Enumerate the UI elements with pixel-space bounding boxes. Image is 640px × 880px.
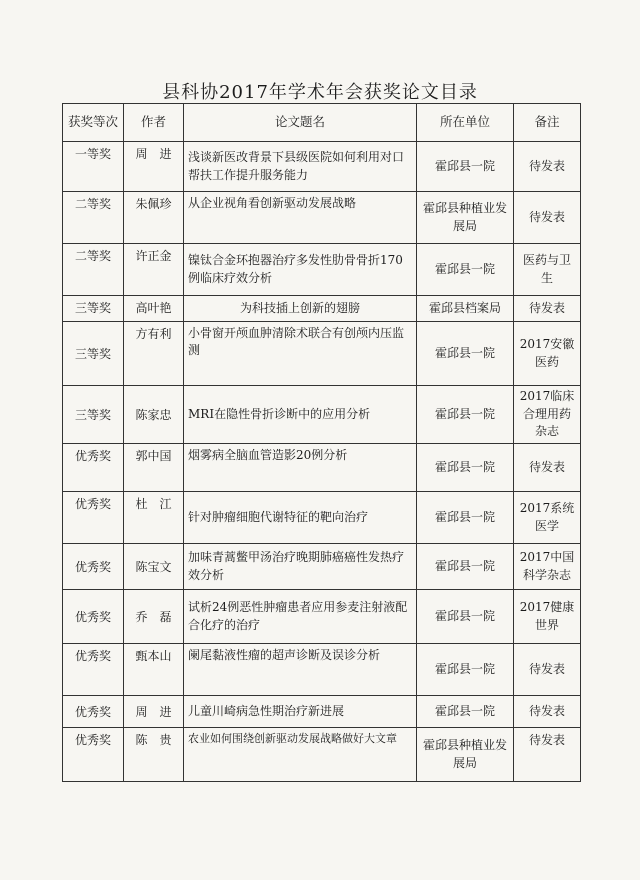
author-cell: 高叶艳 — [124, 296, 184, 322]
author-cell: 陈宝文 — [124, 544, 184, 590]
note-cell: 待发表 — [514, 644, 581, 696]
title-cell: 儿童川崎病急性期治疗新进展 — [184, 696, 417, 728]
level-cell: 优秀奖 — [63, 544, 124, 590]
note-cell: 待发表 — [514, 444, 581, 492]
page-title: 县科协2017年学术年会获奖论文目录 — [162, 82, 478, 103]
unit-cell: 霍邱县一院 — [417, 644, 514, 696]
header-unit: 所在单位 — [417, 104, 514, 142]
level-cell: 二等奖 — [63, 244, 124, 296]
table-row — [63, 696, 581, 728]
header-title: 论文题名 — [184, 104, 417, 142]
title-cell: 小骨窗开颅血肿清除术联合有创颅内压监测 — [184, 322, 417, 386]
unit-cell: 霍邱县种植业发展局 — [417, 728, 514, 782]
note-cell: 2017中国科学杂志 — [514, 544, 581, 590]
note-cell: 2017临床合理用药杂志 — [514, 386, 581, 444]
unit-cell: 霍邱县种植业发展局 — [417, 192, 514, 244]
unit-cell: 霍邱县一院 — [417, 444, 514, 492]
note-cell: 待发表 — [514, 142, 581, 192]
table-row — [63, 590, 581, 644]
author-cell: 甄本山 — [124, 644, 184, 696]
title-cell: 阑尾黏液性瘤的超声诊断及误诊分析 — [184, 644, 417, 696]
author-cell: 乔 磊 — [124, 590, 184, 644]
header-level: 获奖等次 — [63, 104, 124, 142]
title-cell: 浅谈新医改背景下县级医院如何利用对口帮扶工作提升服务能力 — [184, 142, 417, 192]
note-cell: 待发表 — [514, 728, 581, 782]
title-cell: 从企业视角看创新驱动发展战略 — [184, 192, 417, 244]
table-row — [63, 244, 581, 296]
title-cell: 加味青蒿鳖甲汤治疗晚期肺癌癌性发热疗效分析 — [184, 544, 417, 590]
author-cell: 方有利 — [124, 322, 184, 386]
header-author: 作者 — [124, 104, 184, 142]
level-cell: 优秀奖 — [63, 728, 124, 782]
title-cell: 为科技插上创新的翅膀 — [184, 296, 417, 322]
author-cell: 周 进 — [124, 142, 184, 192]
unit-cell: 霍邱县一院 — [417, 244, 514, 296]
unit-cell: 霍邱县一院 — [417, 544, 514, 590]
note-cell: 2017系统医学 — [514, 492, 581, 544]
unit-cell: 霍邱县一院 — [417, 590, 514, 644]
level-cell: 优秀奖 — [63, 492, 124, 544]
level-cell: 优秀奖 — [63, 444, 124, 492]
author-cell: 陈 贵 — [124, 728, 184, 782]
unit-cell: 霍邱县一院 — [417, 386, 514, 444]
unit-cell: 霍邱县一院 — [417, 142, 514, 192]
title-cell: 针对肿瘤细胞代谢特征的靶向治疗 — [184, 492, 417, 544]
header-note: 备注 — [514, 104, 581, 142]
title-cell: 镍钛合金环抱器治疗多发性肋骨骨折170例临床疗效分析 — [184, 244, 417, 296]
level-cell: 三等奖 — [63, 296, 124, 322]
table-row — [63, 644, 581, 696]
note-cell: 待发表 — [514, 696, 581, 728]
table-row — [63, 492, 581, 544]
author-cell: 周 进 — [124, 696, 184, 728]
table-row — [63, 322, 581, 386]
table-header-row — [63, 104, 581, 142]
note-cell: 2017健康世界 — [514, 590, 581, 644]
author-cell: 许正金 — [124, 244, 184, 296]
table-row — [63, 142, 581, 192]
table-row — [63, 544, 581, 590]
author-cell: 郭中国 — [124, 444, 184, 492]
author-cell: 朱佩珍 — [124, 192, 184, 244]
level-cell: 三等奖 — [63, 322, 124, 386]
title-cell: 农业如何围绕创新驱动发展战略做好大文章 — [184, 728, 417, 782]
table-row — [63, 728, 581, 782]
level-cell: 优秀奖 — [63, 696, 124, 728]
table-row — [63, 192, 581, 244]
note-cell: 医药与卫生 — [514, 244, 581, 296]
author-cell: 陈家忠 — [124, 386, 184, 444]
unit-cell: 霍邱县档案局 — [417, 296, 514, 322]
level-cell: 优秀奖 — [63, 590, 124, 644]
unit-cell: 霍邱县一院 — [417, 492, 514, 544]
note-cell: 待发表 — [514, 296, 581, 322]
title-cell: 烟雾病全脑血管造影20例分析 — [184, 444, 417, 492]
level-cell: 二等奖 — [63, 192, 124, 244]
unit-cell: 霍邱县一院 — [417, 322, 514, 386]
table-row — [63, 444, 581, 492]
note-cell: 2017安徽医药 — [514, 322, 581, 386]
level-cell: 一等奖 — [63, 142, 124, 192]
note-cell: 待发表 — [514, 192, 581, 244]
title-cell: MRI在隐性骨折诊断中的应用分析 — [184, 386, 417, 444]
author-cell: 杜 江 — [124, 492, 184, 544]
unit-cell: 霍邱县一院 — [417, 696, 514, 728]
level-cell: 三等奖 — [63, 386, 124, 444]
title-cell: 试析24例恶性肿瘤患者应用参麦注射液配合化疗的治疗 — [184, 590, 417, 644]
table-row — [63, 386, 581, 444]
table-row — [63, 296, 581, 322]
level-cell: 优秀奖 — [63, 644, 124, 696]
award-table — [62, 103, 581, 782]
